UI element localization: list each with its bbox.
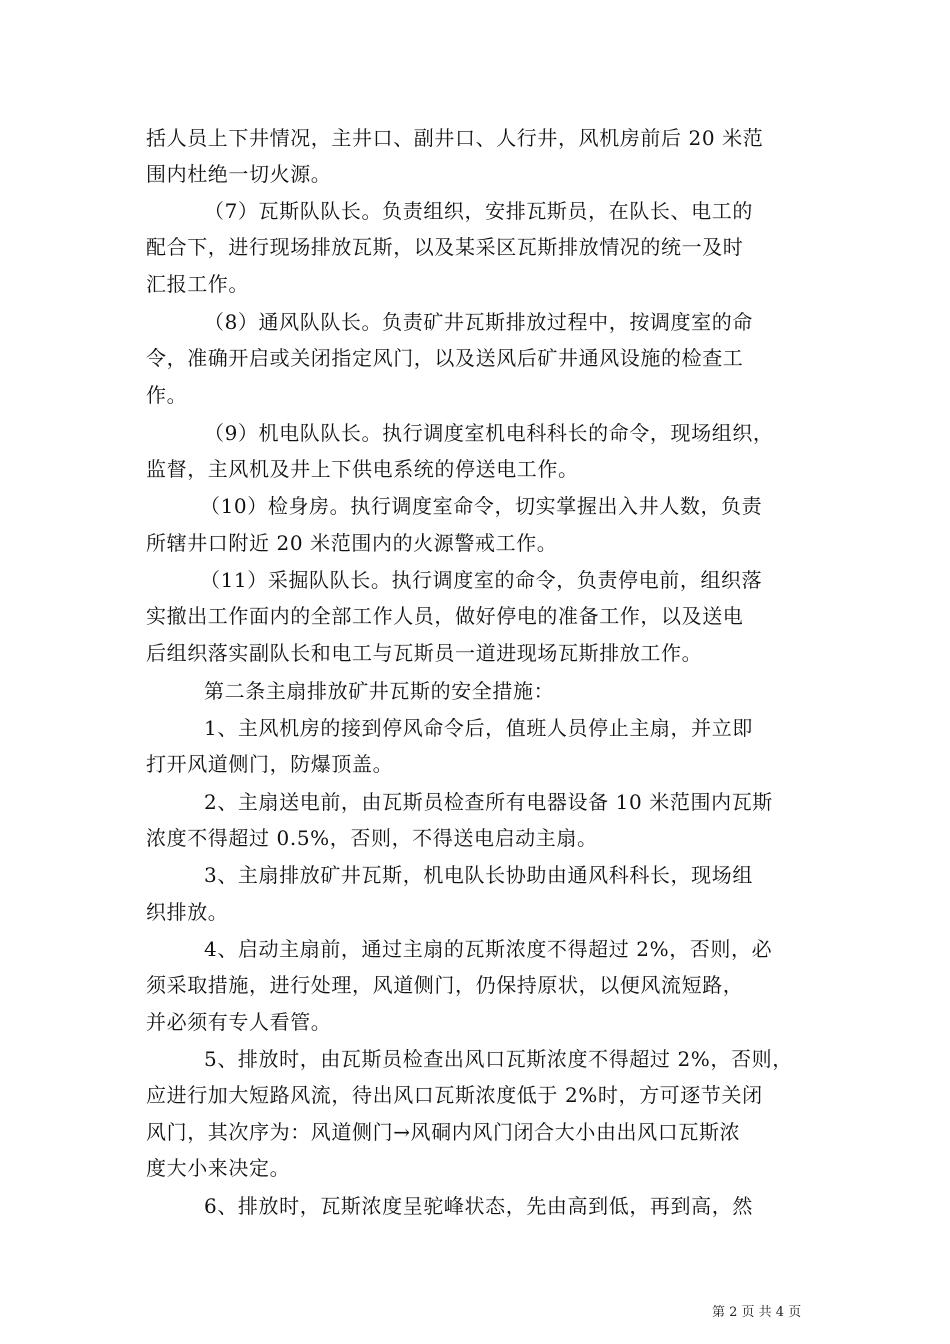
measure-4-start: 4、启动主扇前，通过主扇的瓦斯浓度不得超过 2%，否则，必: [204, 937, 773, 961]
text-line: 度大小来决定。: [146, 1156, 291, 1180]
text-line: 监督，主风机及井上下供电系统的停送电工作。: [146, 457, 579, 481]
paragraph-11-start: （11）采掘队队长。执行调度室的命令，负责停电前，组织落: [200, 568, 763, 592]
text-line: 浓度不得超过 0.5%，否则，不得送电启动主扇。: [146, 826, 598, 850]
measure-5-start: 5、排放时，由瓦斯员检查出风口瓦斯浓度不得超过 2%，否则，: [204, 1047, 793, 1071]
text-line: 织排放。: [146, 900, 229, 924]
text-line: 实撤出工作面内的全部工作人员，做好停电的准备工作，以及送电: [146, 604, 744, 628]
text-line: 后组织落实副队长和电工与瓦斯员一道进现场瓦斯排放工作。: [146, 641, 703, 665]
text-line: 括人员上下井情况，主井口、副井口、人行井，风机房前后 20 米范: [146, 126, 764, 150]
text-line: 汇报工作。: [146, 272, 249, 296]
paragraph-8-start: （8）通风队队长。负责矿井瓦斯排放过程中，按调度室的命: [204, 310, 753, 334]
text-line: 令，准确开启或关闭指定风门，以及送风后矿井通风设施的检查工: [146, 346, 744, 370]
paragraph-9-start: （9）机电队队长。执行调度室机电科科长的命令，现场组织，: [204, 421, 774, 445]
text-line: 风门，其次序为：风道侧门→风硐内风门闭合大小由出风口瓦斯浓: [146, 1120, 741, 1144]
text-line: 围内杜绝一切火源。: [146, 162, 332, 186]
measure-6-start: 6、排放时，瓦斯浓度呈驼峰状态，先由高到低，再到高，然: [204, 1194, 753, 1218]
text-line: 打开风道侧门，防爆顶盖。: [146, 752, 394, 776]
measure-3-start: 3、主扇排放矿井瓦斯，机电队长协助由通风科科长，现场组: [204, 863, 753, 887]
section-heading: 第二条主扇排放矿井瓦斯的安全措施：: [204, 679, 555, 703]
text-line: 并必须有专人看管。: [146, 1010, 332, 1034]
text-line: 配合下，进行现场排放瓦斯，以及某采区瓦斯排放情况的统一及时: [146, 235, 744, 259]
text-line: 作。: [146, 383, 188, 407]
measure-1-start: 1、主风机房的接到停风命令后，值班人员停止主扇，并立即: [204, 716, 753, 740]
text-line: 应进行加大短路风流，待出风口瓦斯浓度低于 2%时，方可逐节关闭: [146, 1083, 763, 1107]
text-line: 所辖井口附近 20 米范围内的火源警戒工作。: [146, 531, 558, 555]
measure-2-start: 2、主扇送电前，由瓦斯员检查所有电器设备 10 米范围内瓦斯: [204, 790, 773, 814]
text-line: 须采取措施，进行处理，风道侧门，仍保持原状，以便风流短路，: [146, 973, 744, 997]
page-number: 第 2 页 共 4 页: [712, 1305, 802, 1320]
paragraph-7-start: （7）瓦斯队队长。负责组织，安排瓦斯员，在队长、电工的: [204, 199, 753, 223]
paragraph-10-start: （10）检身房。执行调度室命令，切实掌握出入井人数，负责: [200, 494, 763, 518]
